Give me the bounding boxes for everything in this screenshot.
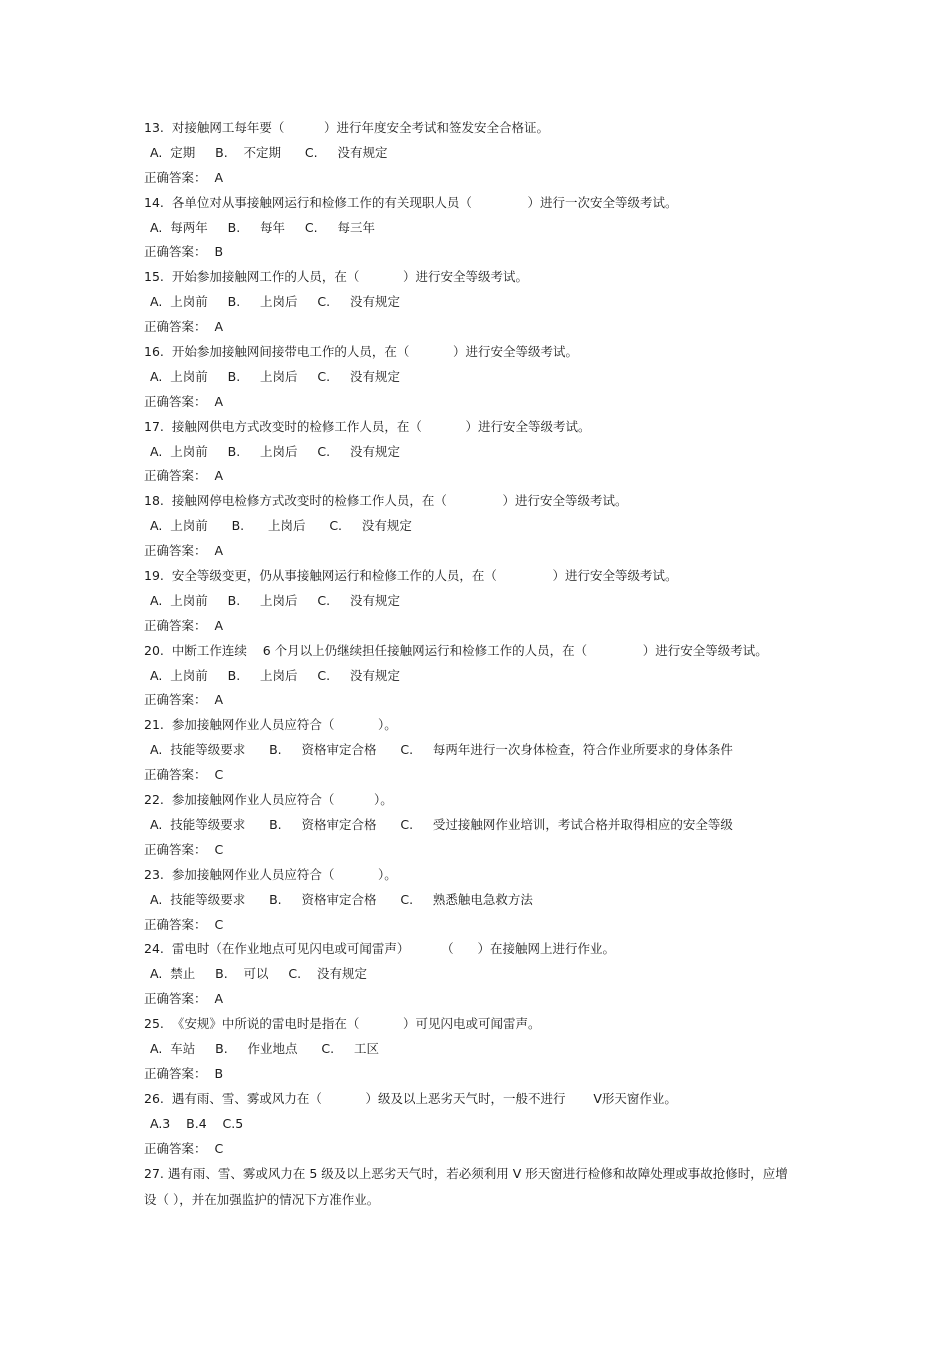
question-14-text: 14. 各单位对从事接触网运行和检修工作的有关现职人员（ ）进行一次安全等级考试。 bbox=[144, 194, 678, 210]
question-21-answer: 正确答案： C bbox=[144, 767, 224, 783]
question-18-answer: 正确答案： A bbox=[144, 543, 223, 559]
question-14-answer: 正确答案： B bbox=[144, 244, 224, 260]
question-20-answer: 正确答案： A bbox=[144, 692, 223, 708]
question-20-text: 20. 中断工作连续 6 个月以上仍继续担任接触网运行和检修工作的人员，在（ ）进行安全等级考试。 bbox=[144, 642, 768, 658]
question-27-text: 27. 遇有雨、雪、雾或风力在 5 级及以上恶劣天气时，若必须利用 V 形天窗进行检修和故障处理或事故抢修时，应增设（ ），并在加强监护的情况下方准作业。 bbox=[144, 1166, 788, 1207]
question-25-options: A. 车站 B. 作业地点 C. 工区 bbox=[150, 1040, 379, 1056]
question-list bbox=[144, 116, 794, 1212]
question-22-options: A. 技能等级要求 B. 资格审定合格 C. 受过接触网作业培训，考试合格并取得相应的安全等级 bbox=[150, 816, 733, 832]
question-22-text: 22. 参加接触网作业人员应符合（ ）。 bbox=[144, 792, 393, 808]
question-14-options: A. 每两年 B. 每年 C. 每三年 bbox=[150, 219, 375, 235]
question-17-options: A. 上岗前 B. 上岗后 C. 没有规定 bbox=[150, 443, 400, 459]
question-21-options: A. 技能等级要求 B. 资格审定合格 C. 每两年进行一次身体检查，符合作业所要求的身体条件 bbox=[150, 742, 733, 758]
question-24-options: A. 禁止 B. 可以 C. 没有规定 bbox=[150, 966, 368, 982]
question-16-text: 16. 开始参加接触网间接带电工作的人员，在（ ）进行安全等级考试。 bbox=[144, 344, 579, 360]
question-26-answer: 正确答案： C bbox=[144, 1140, 224, 1156]
question-20-options: A. 上岗前 B. 上岗后 C. 没有规定 bbox=[150, 667, 400, 683]
question-13-text: 13. 对接触网工每年要（ ）进行年度安全考试和签发安全合格证。 bbox=[144, 120, 550, 135]
question-18-text: 18. 接触网停电检修方式改变时的检修工作人员，在（ ）进行安全等级考试。 bbox=[144, 493, 628, 509]
question-15-text: 15. 开始参加接触网工作的人员，在（ ）进行安全等级考试。 bbox=[144, 269, 529, 285]
question-16-answer: 正确答案： A bbox=[144, 393, 223, 409]
question-23-options: A. 技能等级要求 B. 资格审定合格 C. 熟悉触电急救方法 bbox=[150, 891, 533, 907]
question-22-answer: 正确答案： C bbox=[144, 841, 224, 857]
question-18-options: A. 上岗前 B. 上岗后 C. 没有规定 bbox=[150, 518, 412, 534]
question-17-answer: 正确答案： A bbox=[144, 468, 223, 484]
question-25-text: 25. 《安规》中所说的雷电时是指在（ ）可见闪电或可闻雷声。 bbox=[144, 1016, 541, 1032]
question-21-text: 21. 参加接触网作业人员应符合（ ）。 bbox=[144, 717, 397, 733]
question-26-text: 26. 遇有雨、雪、雾或风力在（ ）级及以上恶劣天气时，一般不进行 V形天窗作业。 bbox=[144, 1090, 677, 1106]
question-15-options: A. 上岗前 B. 上岗后 C. 没有规定 bbox=[150, 294, 400, 310]
question-19-answer: 正确答案： A bbox=[144, 617, 223, 633]
question-13-options: A. 定期 B. 不定期 C. 没有规定 bbox=[150, 144, 388, 160]
question-15-answer: 正确答案： A bbox=[144, 319, 223, 335]
question-13-answer: 正确答案： A bbox=[144, 169, 223, 185]
question-23-text: 23. 参加接触网作业人员应符合（ ）。 bbox=[144, 866, 397, 882]
question-16-options: A. 上岗前 B. 上岗后 C. 没有规定 bbox=[150, 368, 400, 384]
question-19-text: 19. 安全等级变更，仍从事接触网运行和检修工作的人员，在（ ）进行安全等级考试。 bbox=[144, 568, 678, 584]
question-23-answer: 正确答案： C bbox=[144, 916, 224, 932]
question-25-answer: 正确答案： B bbox=[144, 1065, 224, 1081]
question-26-options: A.3 B.4 C.5 bbox=[150, 1115, 244, 1131]
question-17-text: 17. 接触网供电方式改变时的检修工作人员，在（ ）进行安全等级考试。 bbox=[144, 418, 591, 434]
question-19-options: A. 上岗前 B. 上岗后 C. 没有规定 bbox=[150, 592, 400, 608]
question-24-answer: 正确答案： A bbox=[144, 991, 223, 1007]
question-24-text: 24. 雷电时（在作业地点可见闪电或可闻雷声） （ ）在接触网上进行作业。 bbox=[144, 941, 615, 957]
